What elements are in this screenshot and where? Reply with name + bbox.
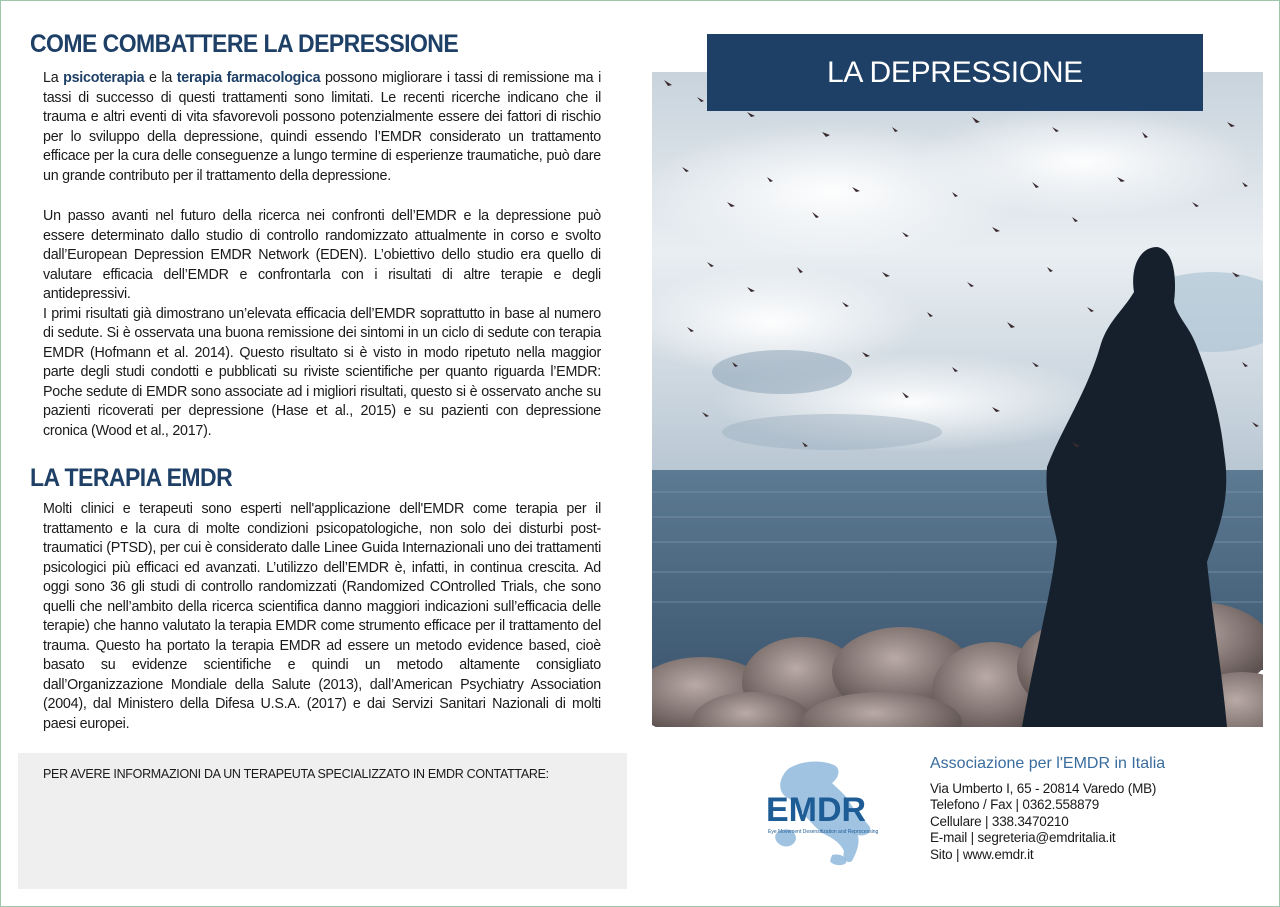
bold-psicoterapia: psicoterapia [63,70,145,86]
text-run: e la [144,70,177,86]
text-run: possono migliorare i tassi di remissione ma i tassi di successo di questi trattamenti sono limitati. Le recenti ricerche indicano che il trauma e altri eventi di vita sfavorevoli possono potenzialmente essere dei fattori di rischio per lo sviluppo della depressione, quindi essendo l’EMDR considerato un trattamento efficace per la cura delle conseguenze a lungo termine di esperienze traumatiche, può dare un grande contributo per il trattamento della depressione. [43,70,602,184]
contact-details [930,781,1156,863]
mobile-line: Cellulare | 338.3470210 [930,813,1069,829]
paragraph-terapia-emdr: Molti clinici e terapeuti sono esperti nell'applicazione dell'EMDR come terapia per il trattamento e la cura di molte condizioni psicopatologiche, non solo dei disturbi post-traumatici (PTSD), per cui è considerato dalle Linee Guida Internazionali uno dei trattamenti psicologici più efficaci ed avanzati. L’utilizzo dell’EMDR è, infatti, in continua crescita. Ad oggi sono 36 gli studi di controllo randomizzati (Randomized COntrolled Trials, che sono quelli che nell’ambito della ricerca scientifica danno maggiori indicazioni sull’efficacia delle terapie) che hanno valutato la terapia EMDR come strumento efficace per il trattamento del trauma. Questo ha portato la terapia EMDR ad essere un metodo evidence based, cioè basato su evidenze scientifiche e quindi un metodo altamente consigliato dall’Organizzazione Mondiale della Salute (2013), dall’American Psychiatry Association (2004), dal Ministero della Difesa U.S.A. (2017) e dai Servizi Sanitari Nazionali di molti paesi europei. [43,501,601,732]
woman-by-sea-illustration [652,72,1263,727]
paragraph-intro [43,69,601,186]
paragraph-eden: Un passo avanti nel futuro della ricerca nei confronti dell’EMDR e la depressione può essere determinato dallo studio di controllo randomizzato attualmente in corso e svolto dall’European Depression EMDR Network (EDEN). L’obiettivo dello studio era quello di valutare efficacia dell’EMDR e confrontarla con i risultati di altre terapie e degli antidepressivi. [43,208,601,302]
contact-prompt: PER AVERE INFORMAZIONI DA UN TERAPEUTA SPECIALIZZATO IN EMDR CONTATTARE: [43,767,549,781]
logo-tagline: Eye Movement Desensitization and Reprocessing [768,829,879,835]
organization-name: Associazione per l'EMDR in Italia [930,755,1166,772]
website-line: Sito | www.emdr.it [930,846,1034,862]
phone-fax-line: Telefono / Fax | 0362.558879 [930,797,1100,813]
address-line: Via Umberto I, 65 - 20814 Varedo (MB) [930,781,1157,796]
cover-photo [652,72,1263,727]
email-line: E-mail | segreteria@emdritalia.it [930,830,1116,846]
paragraph-results: I primi risultati già dimostrano un’elevata efficacia dell’EMDR soprattutto in base al numero di sedute. Si è osservata una buona remissione dei sintomi in un ciclo di sedute con terapia EMDR (Hofmann et al. 2014). Questo risultato si è visto in modo ripetuto nella maggior parte degli studi condotti e pubblicati su riviste scientifiche per quanto riguarda l’EMDR: Poche sedute di EMDR sono associate ad i migliori risultati, questo si è osservato anche su pazienti ricoverati per depressione (Hase et al., 2015) e su pazienti con depressione cronica (Wood et al., 2017). [43,305,601,439]
logo-text: EMDR [766,791,867,829]
title-banner: LA DEPRESSIONE [707,34,1203,111]
bold-terapia-farmacologica: terapia farmacologica [176,70,321,86]
italy-map-icon [760,757,880,869]
paragraph-research [43,207,601,441]
contact-box [18,753,627,889]
section-heading-terapia: LA TERAPIA EMDR [30,464,233,492]
section-heading-combattere: COME COMBATTERE LA DEPRESSIONE [30,30,459,58]
emdr-logo [760,757,880,869]
text-run: La [43,70,64,86]
